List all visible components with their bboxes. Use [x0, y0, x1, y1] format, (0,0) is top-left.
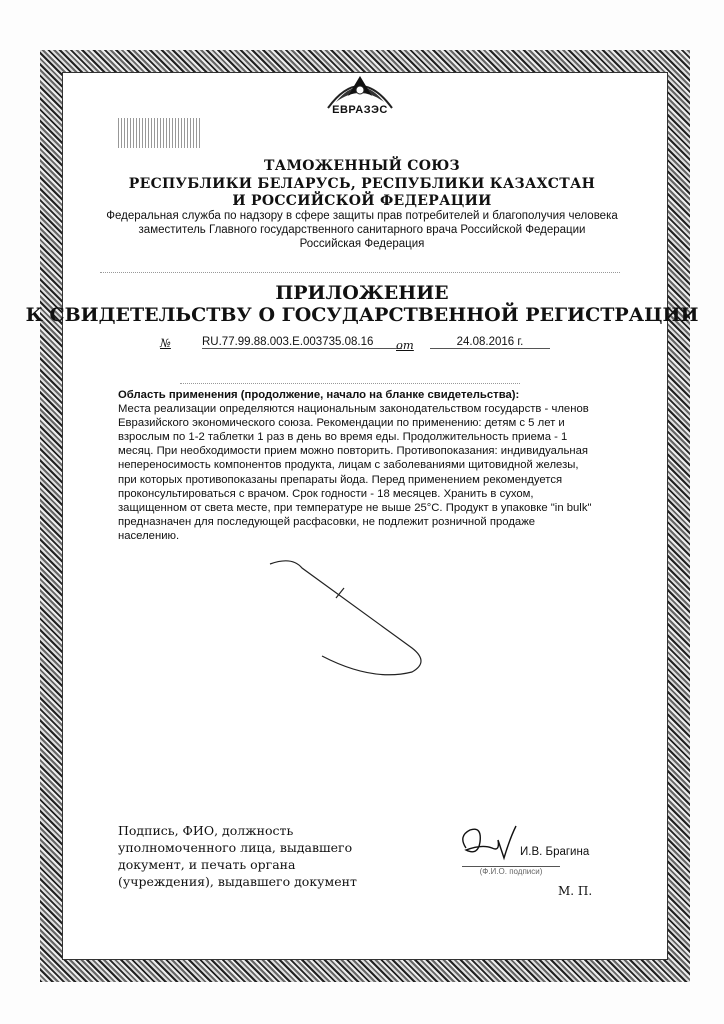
signer-name: И.В. Брагина	[520, 846, 590, 858]
scope-text: Места реализации определяются национальным законодательством государств - членов Евразийского экономического союза. Рекомендации по применению: детям с 5 лет и взрослым по 1-2 таблетки 1 раз в день во время еды. Продолжительность приема - 1 месяц. При необходимости прием можно повторить. Противопоказания: индивидуальная непереносимость компонентов продукта, лицам с заболеваниями щитовидной железы, при которых противопоказаны препараты йода. Перед применением рекомендуется проконсультироваться с врачом. Срок годности - 18 месяцев. Хранить в сухом, защищенном от света месте, при температуре не выше 25°С. Продукт в упаковке "in bulk" предназначен для последующей расфасовки, не подлежит розничной продаже населению.	[118, 403, 592, 542]
number-mark: №	[160, 336, 171, 350]
section-divider	[180, 377, 520, 384]
registration-line	[160, 336, 560, 354]
scope-subheading: Область применения (продолжение, начало на бланке свидетельства):	[118, 389, 520, 401]
registration-number: RU.77.99.88.003.E.003735.08.16	[202, 336, 402, 349]
appendix-subtitle: К СВИДЕТЕЛЬСТВУ О ГОСУДАРСТВЕННОЙ РЕГИСТРАЦИИ	[25, 304, 699, 326]
signature-caption: Подпись, ФИО, должность уполномоченного лица, выдавшего документ, и печать органа (учреждения), выдавшего документ	[118, 823, 357, 889]
emblem-label: ЕВРАЗЭС	[332, 104, 388, 116]
agency-line: Федеральная служба по надзору в сфере защиты прав потребителей и благополучия человека	[106, 210, 618, 222]
signature-icon	[452, 818, 532, 870]
republics-line: РЕСПУБЛИКИ БЕЛАРУСЬ, РЕСПУБЛИКИ КАЗАХСТАН	[128, 176, 596, 192]
federation-line: И РОССИЙСКОЙ ФЕДЕРАЦИИ	[232, 193, 492, 209]
seal-mark: М. П.	[558, 884, 593, 898]
registration-stamp	[118, 118, 202, 148]
union-title: ТАМОЖЕННЫЙ СОЮЗ	[264, 158, 460, 174]
deputy-line: заместитель Главного государственного санитарного врача Российской Федерации	[138, 224, 586, 236]
from-label: от	[396, 338, 414, 352]
authority-underline	[100, 266, 620, 273]
country-line: Российская Федерация	[299, 238, 425, 250]
appendix-title: ПРИЛОЖЕНИЕ	[275, 282, 449, 304]
registration-date: 24.08.2016 г.	[430, 336, 550, 349]
signer-caption: (Ф.И.О. подписи)	[462, 866, 560, 876]
cancellation-mark	[262, 548, 442, 688]
application-scope	[118, 388, 598, 543]
